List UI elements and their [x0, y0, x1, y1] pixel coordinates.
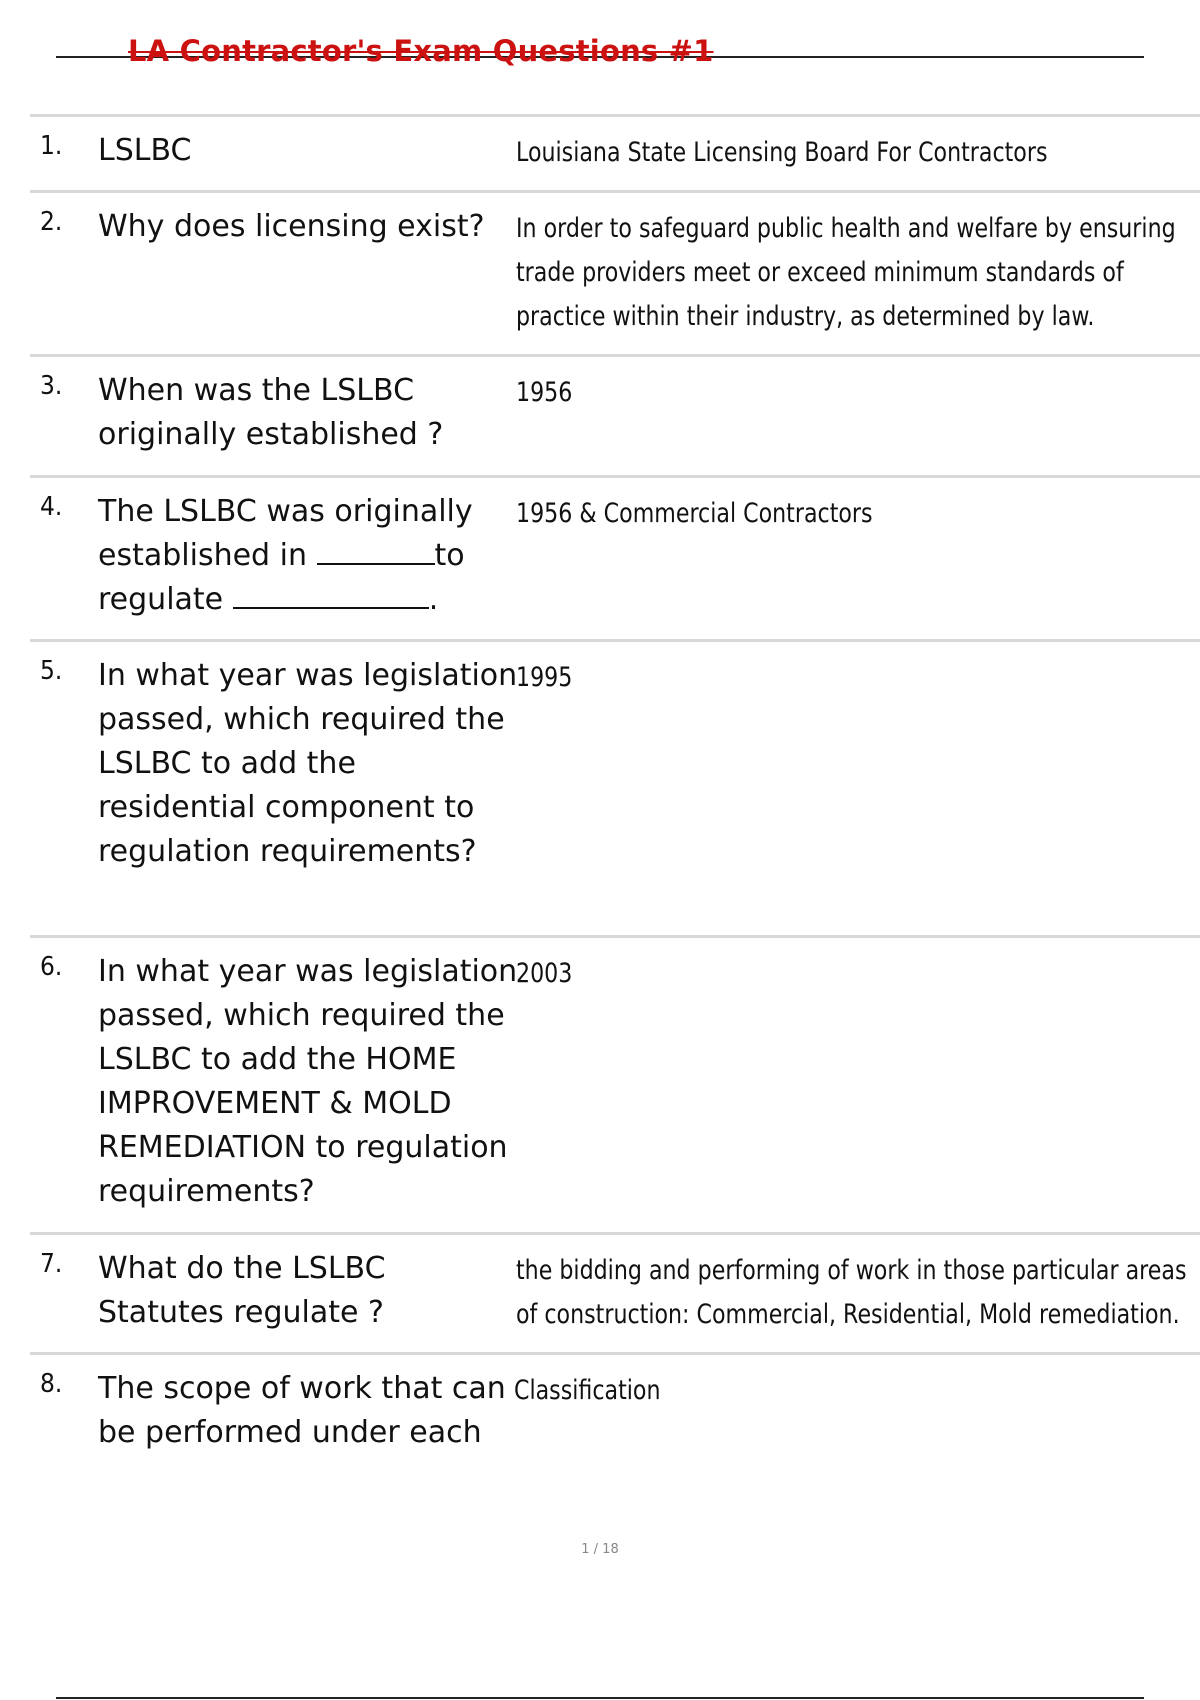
footer-rule	[56, 1697, 1144, 1699]
row-number: 8.	[40, 1369, 63, 1399]
answer-text-inner: 1956 & Commercial Contractors	[516, 498, 873, 529]
row-number: 1.	[40, 131, 63, 161]
answer-text	[516, 207, 1176, 339]
qa-row-3	[30, 357, 1200, 478]
answer-text	[516, 656, 1082, 700]
page-title: LA Contractor's Exam Questions #1	[128, 34, 714, 68]
row-number: 4.	[40, 492, 63, 522]
answer-text-inner: In order to safeguard public health and welfare by ensuring trade providers meet or exceed minimum standards of practice within their industry, as determined by law.	[516, 213, 1176, 332]
answer-text	[514, 1369, 1080, 1413]
question-text: What do the LSLBC Statutes regulate ?	[98, 1251, 386, 1330]
answer-text-inner: 1995	[516, 662, 573, 693]
question-text-part: .	[428, 582, 439, 617]
fill-in-blank	[233, 579, 429, 609]
qa-row-2	[30, 193, 1200, 357]
answer-text-inner: 2003	[516, 958, 573, 989]
fill-in-blank	[317, 535, 435, 565]
title-bar	[56, 34, 1144, 74]
answer-text-inner: 1956	[516, 377, 573, 408]
question-text-part: to regulate	[98, 538, 465, 617]
qa-row-6	[30, 938, 1200, 1235]
answer-text	[516, 492, 1082, 536]
qa-row-7	[30, 1235, 1200, 1355]
answer-text	[516, 131, 1082, 175]
qa-row-4	[30, 478, 1200, 642]
question-text: LSLBC	[98, 133, 192, 168]
answer-text	[516, 1249, 1187, 1337]
question-text: When was the LSLBC originally established ?	[98, 373, 444, 452]
row-number: 5.	[40, 656, 63, 686]
question-text: In what year was legislation passed, which required the LSLBC to add the HOME IMPROVEMENT & MOLD REMEDIATION to regulation requirements?	[98, 954, 518, 1209]
row-number: 3.	[40, 371, 63, 401]
question-text-part: The LSLBC was originally established in	[98, 494, 473, 573]
question-text: In what year was legislation passed, which required the LSLBC to add the residential component to regulation requirements?	[98, 658, 518, 869]
qa-row-8	[30, 1355, 1200, 1475]
answer-text-inner: the bidding and performing of work in those particular areas of construction: Commercial, Residential, Mold remediation.	[516, 1255, 1187, 1330]
question-text: Why does licensing exist?	[98, 209, 485, 244]
answer-text-inner: Louisiana State Licensing Board For Contractors	[516, 137, 1048, 168]
answer-text-inner: Classification	[514, 1375, 661, 1406]
qa-table	[30, 114, 1200, 1475]
qa-row-5	[30, 642, 1200, 938]
answer-text	[516, 371, 1082, 415]
answer-text	[516, 952, 1082, 996]
row-number: 6.	[40, 952, 63, 982]
question-text	[98, 490, 518, 622]
row-number: 7.	[40, 1249, 63, 1279]
page-number: 1 / 18	[581, 1542, 619, 1557]
question-text: The scope of work that can be performed under each	[98, 1371, 506, 1450]
row-number: 2.	[40, 207, 63, 237]
qa-row-1	[30, 117, 1200, 193]
